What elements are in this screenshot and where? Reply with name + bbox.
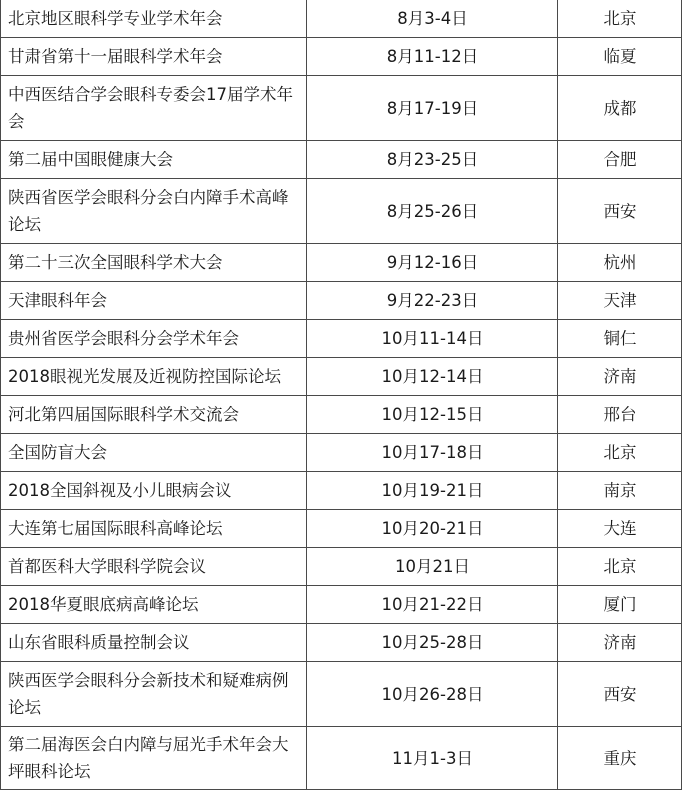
conference-city: 西安 bbox=[558, 662, 682, 727]
table-row bbox=[1, 662, 682, 727]
conference-city: 成都 bbox=[558, 76, 682, 141]
conference-name: 陕西医学会眼科分会新技术和疑难病例论坛 bbox=[1, 662, 307, 727]
conference-date: 8月23-25日 bbox=[307, 141, 558, 179]
conference-city: 铜仁 bbox=[558, 320, 682, 358]
conference-date: 10月20-21日 bbox=[307, 510, 558, 548]
conference-name: 2018全国斜视及小儿眼病会议 bbox=[1, 472, 307, 510]
table-row bbox=[1, 727, 682, 790]
conference-city: 南京 bbox=[558, 472, 682, 510]
conference-city: 邢台 bbox=[558, 396, 682, 434]
conference-name: 天津眼科年会 bbox=[1, 282, 307, 320]
conference-city: 西安 bbox=[558, 179, 682, 244]
table-row bbox=[1, 320, 682, 358]
conference-city: 北京 bbox=[558, 548, 682, 586]
conference-name: 2018眼视光发展及近视防控国际论坛 bbox=[1, 358, 307, 396]
table-row bbox=[1, 38, 682, 76]
conference-date: 8月17-19日 bbox=[307, 76, 558, 141]
table-row bbox=[1, 141, 682, 179]
conference-name: 陕西省医学会眼科分会白内障手术高峰论坛 bbox=[1, 179, 307, 244]
conference-date: 10月21-22日 bbox=[307, 586, 558, 624]
conference-name: 第二届中国眼健康大会 bbox=[1, 141, 307, 179]
conference-name: 首都医科大学眼科学院会议 bbox=[1, 548, 307, 586]
table-row bbox=[1, 624, 682, 662]
table-row bbox=[1, 586, 682, 624]
conference-date: 10月11-14日 bbox=[307, 320, 558, 358]
conference-date: 10月17-18日 bbox=[307, 434, 558, 472]
conference-city: 杭州 bbox=[558, 244, 682, 282]
conference-name: 甘肃省第十一届眼科学术年会 bbox=[1, 38, 307, 76]
conference-date: 9月12-16日 bbox=[307, 244, 558, 282]
conference-name: 2018华夏眼底病高峰论坛 bbox=[1, 586, 307, 624]
conference-name: 北京地区眼科学专业学术年会 bbox=[1, 0, 307, 38]
conference-city: 济南 bbox=[558, 358, 682, 396]
conference-city: 济南 bbox=[558, 624, 682, 662]
table-row bbox=[1, 282, 682, 320]
conference-city: 厦门 bbox=[558, 586, 682, 624]
conference-date: 8月11-12日 bbox=[307, 38, 558, 76]
conference-city: 合肥 bbox=[558, 141, 682, 179]
conference-city: 重庆 bbox=[558, 727, 682, 790]
conference-date: 11月1-3日 bbox=[307, 727, 558, 790]
conference-name: 贵州省医学会眼科分会学术年会 bbox=[1, 320, 307, 358]
conference-city: 北京 bbox=[558, 0, 682, 38]
conference-city: 大连 bbox=[558, 510, 682, 548]
conference-city: 天津 bbox=[558, 282, 682, 320]
conference-date: 10月12-15日 bbox=[307, 396, 558, 434]
conference-name: 河北第四届国际眼科学术交流会 bbox=[1, 396, 307, 434]
table-row bbox=[1, 179, 682, 244]
conference-city: 北京 bbox=[558, 434, 682, 472]
conference-date: 8月3-4日 bbox=[307, 0, 558, 38]
conference-date: 10月26-28日 bbox=[307, 662, 558, 727]
conference-name: 第二届海医会白内障与屈光手术年会大坪眼科论坛 bbox=[1, 727, 307, 790]
conference-date: 10月12-14日 bbox=[307, 358, 558, 396]
conference-name: 第二十三次全国眼科学术大会 bbox=[1, 244, 307, 282]
table-row bbox=[1, 472, 682, 510]
conference-date: 10月19-21日 bbox=[307, 472, 558, 510]
conference-table-body bbox=[1, 0, 682, 790]
table-row bbox=[1, 510, 682, 548]
conference-name: 大连第七届国际眼科高峰论坛 bbox=[1, 510, 307, 548]
table-row bbox=[1, 0, 682, 38]
table-row bbox=[1, 396, 682, 434]
conference-date: 10月21日 bbox=[307, 548, 558, 586]
table-row bbox=[1, 244, 682, 282]
conference-date: 10月25-28日 bbox=[307, 624, 558, 662]
conference-city: 临夏 bbox=[558, 38, 682, 76]
conference-date: 8月25-26日 bbox=[307, 179, 558, 244]
conference-name: 全国防盲大会 bbox=[1, 434, 307, 472]
conference-date: 9月22-23日 bbox=[307, 282, 558, 320]
table-row bbox=[1, 434, 682, 472]
table-row bbox=[1, 76, 682, 141]
conference-name: 中西医结合学会眼科专委会17届学术年会 bbox=[1, 76, 307, 141]
table-row bbox=[1, 358, 682, 396]
conference-name: 山东省眼科质量控制会议 bbox=[1, 624, 307, 662]
table-row bbox=[1, 548, 682, 586]
